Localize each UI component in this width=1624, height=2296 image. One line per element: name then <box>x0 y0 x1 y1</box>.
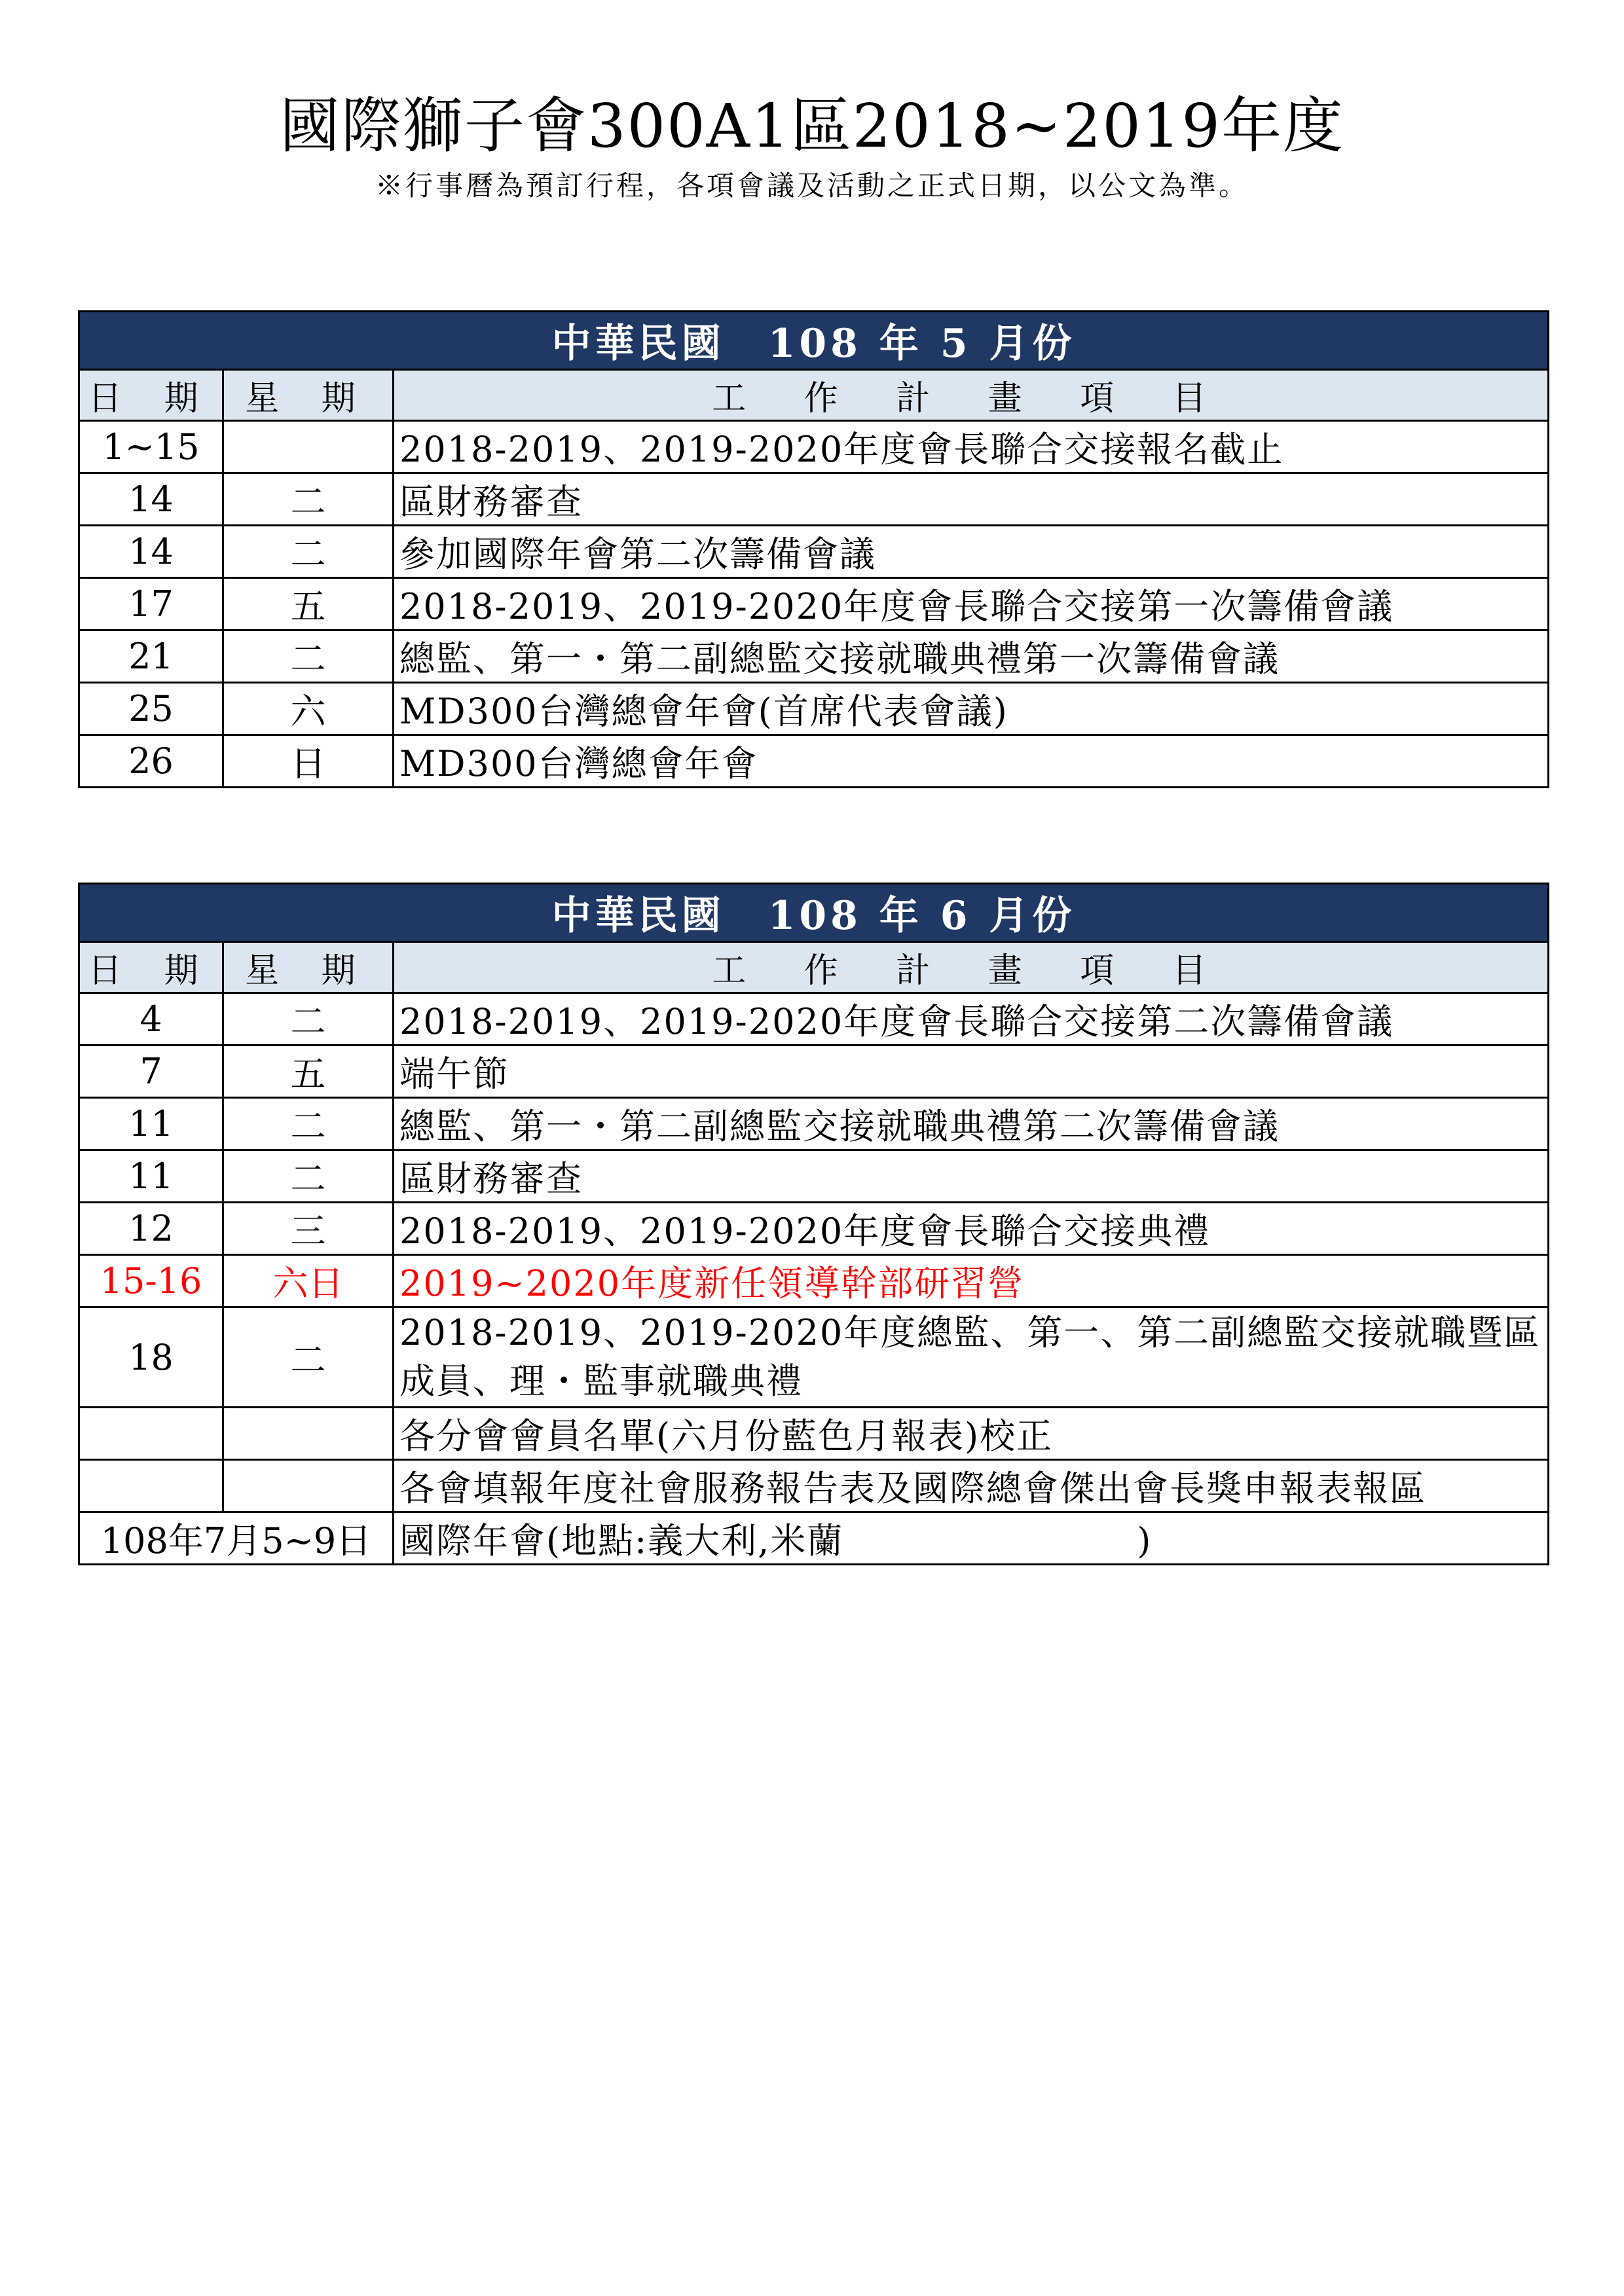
column-header-weekday: 星 期 <box>223 370 394 421</box>
row-weekday: 六 <box>223 683 394 735</box>
row-date: 21 <box>79 630 223 683</box>
table-row <box>79 1098 1549 1150</box>
column-header-item: 工 作 計 畫 項 目 <box>394 370 1549 421</box>
month-heading: 中華民國 108 年 6 月份 <box>79 884 1549 942</box>
calendar-table-june <box>78 883 1549 1565</box>
row-date: 18 <box>79 1307 223 1408</box>
table-row-highlighted <box>79 1255 1549 1307</box>
table-row <box>79 526 1549 578</box>
row-date: 26 <box>79 735 223 788</box>
row-date: 14 <box>79 473 223 526</box>
table-row <box>79 735 1549 788</box>
row-item: 參加國際年會第二次籌備會議 <box>394 526 1549 578</box>
column-header-date: 日 期 <box>79 942 223 993</box>
table-row <box>79 1460 1549 1512</box>
calendar-table-may <box>78 310 1549 788</box>
row-item: 區財務審查 <box>394 473 1549 526</box>
table-row <box>79 578 1549 630</box>
row-weekday <box>223 1408 394 1460</box>
column-header-item: 工 作 計 畫 項 目 <box>394 942 1549 993</box>
row-item: MD300台灣總會年會(首席代表會議) <box>394 683 1549 735</box>
row-weekday: 五 <box>223 578 394 630</box>
table-row <box>79 421 1549 473</box>
row-weekday <box>223 421 394 473</box>
row-item: 各會填報年度社會服務報告表及國際總會傑出會長獎申報表報區 <box>394 1460 1549 1512</box>
row-item: 總監、第一・第二副總監交接就職典禮第二次籌備會議 <box>394 1098 1549 1150</box>
row-weekday: 日 <box>223 735 394 788</box>
table-row <box>79 473 1549 526</box>
row-date: 14 <box>79 526 223 578</box>
row-item: 2018-2019、2019-2020年度會長聯合交接第一次籌備會議 <box>394 578 1549 630</box>
table-row <box>79 683 1549 735</box>
row-item: 2018-2019、2019-2020年度會長聯合交接第二次籌備會議 <box>394 993 1549 1046</box>
schedule-disclaimer: ※行事曆為預訂行程，各項會議及活動之正式日期，以公文為準。 <box>375 170 1249 202</box>
row-item: 2018-2019、2019-2020年度總監、第一、第二副總監交接就職暨區成員、理・監事就職典禮 <box>394 1307 1549 1408</box>
row-date: 7 <box>79 1046 223 1098</box>
month-heading: 中華民國 108 年 5 月份 <box>79 312 1549 370</box>
column-header-date: 日 期 <box>79 370 223 421</box>
table-row <box>79 993 1549 1046</box>
row-weekday: 二 <box>223 526 394 578</box>
row-item: 國際年會(地點:義大利,米蘭 ) <box>394 1512 1549 1565</box>
row-weekday: 三 <box>223 1203 394 1255</box>
row-date: 11 <box>79 1098 223 1150</box>
row-date: 17 <box>79 578 223 630</box>
row-date: 4 <box>79 993 223 1046</box>
table-row <box>79 1307 1549 1408</box>
row-weekday: 二 <box>223 1307 394 1408</box>
row-item: 區財務審查 <box>394 1150 1549 1203</box>
row-item: 2018-2019、2019-2020年度會長聯合交接報名截止 <box>394 421 1549 473</box>
table-row <box>79 630 1549 683</box>
row-date <box>79 1408 223 1460</box>
document-title: 國際獅子會300A1區2018~2019年度 <box>280 91 1344 161</box>
table-row <box>79 1408 1549 1460</box>
row-item: 2019~2020年度新任領導幹部研習營 <box>394 1255 1549 1307</box>
row-date: 12 <box>79 1203 223 1255</box>
row-weekday: 二 <box>223 473 394 526</box>
row-date: 15-16 <box>79 1255 223 1307</box>
row-weekday: 二 <box>223 993 394 1046</box>
row-item: 各分會會員名單(六月份藍色月報表)校正 <box>394 1408 1549 1460</box>
row-date: 108年7月5~9日 <box>79 1512 394 1565</box>
row-weekday: 二 <box>223 1150 394 1203</box>
row-item: 2018-2019、2019-2020年度會長聯合交接典禮 <box>394 1203 1549 1255</box>
row-item: 總監、第一・第二副總監交接就職典禮第一次籌備會議 <box>394 630 1549 683</box>
row-item: MD300台灣總會年會 <box>394 735 1549 788</box>
table-row <box>79 1046 1549 1098</box>
table-row <box>79 1150 1549 1203</box>
row-weekday: 二 <box>223 1098 394 1150</box>
table-row <box>79 1203 1549 1255</box>
table-row <box>79 1512 1549 1565</box>
row-date: 11 <box>79 1150 223 1203</box>
row-weekday: 二 <box>223 630 394 683</box>
column-header-weekday: 星 期 <box>223 942 394 993</box>
row-date: 25 <box>79 683 223 735</box>
row-weekday <box>223 1460 394 1512</box>
row-weekday: 六日 <box>223 1255 394 1307</box>
row-weekday: 五 <box>223 1046 394 1098</box>
row-item: 端午節 <box>394 1046 1549 1098</box>
row-date <box>79 1460 223 1512</box>
row-date: 1~15 <box>79 421 223 473</box>
